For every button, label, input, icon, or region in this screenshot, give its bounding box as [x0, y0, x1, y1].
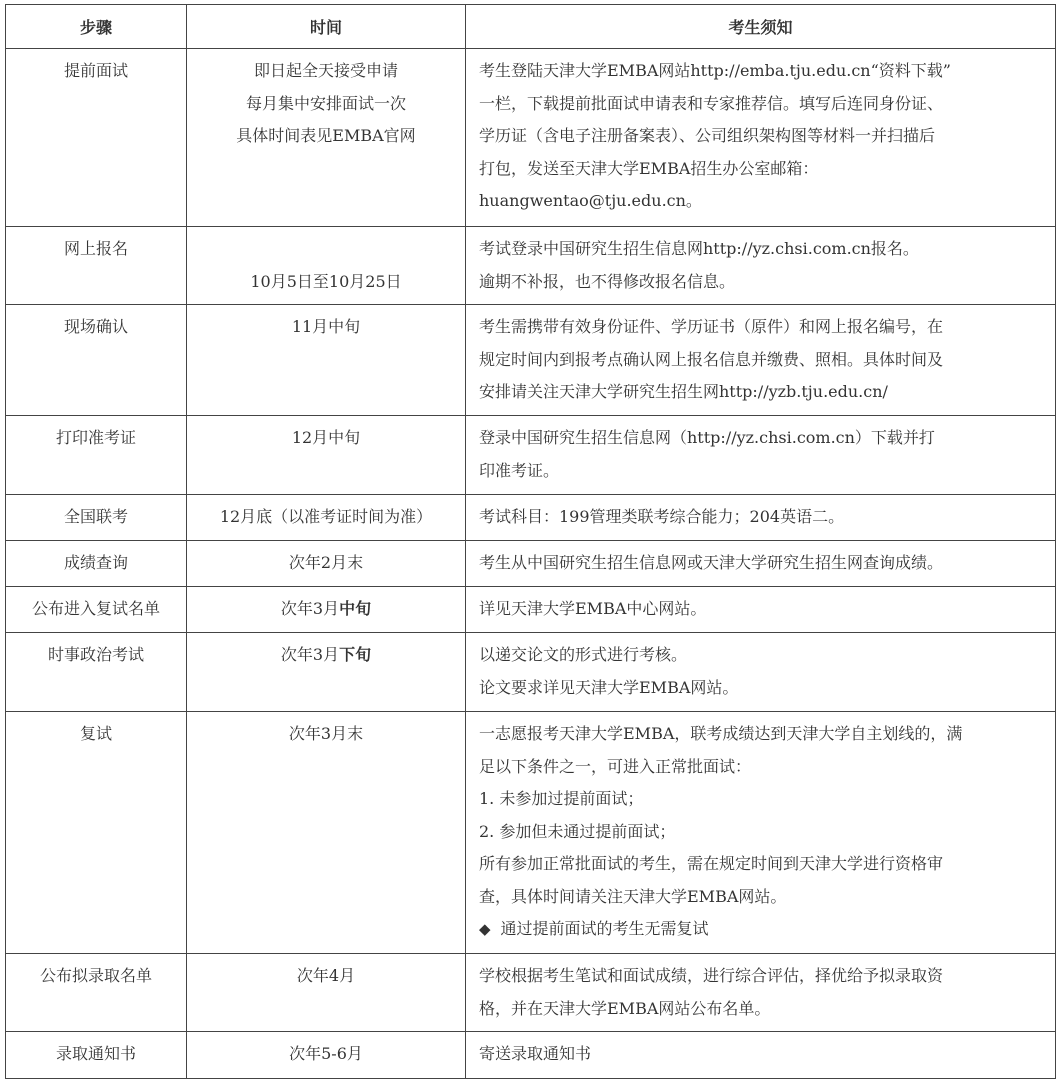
time-cell: 次年2月末 — [187, 541, 466, 587]
step-cell: 网上报名 — [6, 227, 187, 305]
notice-cell: 详见天津大学EMBA中心网站。 — [466, 587, 1056, 633]
step-cell: 现场确认 — [6, 305, 187, 416]
header-time: 时间 — [187, 5, 466, 49]
step-cell: 提前面试 — [6, 49, 187, 227]
notice-cell: 登录中国研究生招生信息网（http://yz.chsi.com.cn）下载并打 印准考证。 — [466, 416, 1056, 495]
header-step: 步骤 — [6, 5, 187, 49]
table-row — [6, 541, 1056, 587]
notice-cell: 以递交论文的形式进行考核。 论文要求详见天津大学EMBA网站。 — [466, 633, 1056, 712]
time-cell: 12月底（以准考证时间为准） — [187, 495, 466, 541]
notice-cell: 一志愿报考天津大学EMBA，联考成绩达到天津大学自主划线的，满 足以下条件之一，可进入正常批面试： 1. 未参加过提前面试； 2. 参加但未通过提前面试； 所有参加正常批面试的考生，需在规定时间到天津大学进行资格审 查，具体时间请关注天津大学EMBA网站。 ◆ 通过提前面试的考生无需复试 — [466, 712, 1056, 954]
time-emphasis: 中旬 — [339, 599, 372, 618]
time-cell — [187, 633, 466, 712]
notice-cell: 寄送录取通知书 — [466, 1032, 1056, 1079]
table-row — [6, 633, 1056, 712]
table-row — [6, 1032, 1056, 1079]
time-cell: 11月中旬 — [187, 305, 466, 416]
step-cell: 全国联考 — [6, 495, 187, 541]
table-row — [6, 954, 1056, 1032]
header-notice: 考生须知 — [466, 5, 1056, 49]
step-cell: 录取通知书 — [6, 1032, 187, 1079]
step-cell: 成绩查询 — [6, 541, 187, 587]
notice-cell: 考生从中国研究生招生信息网或天津大学研究生招生网查询成绩。 — [466, 541, 1056, 587]
notice-cell: 考试科目：199管理类联考综合能力；204英语二。 — [466, 495, 1056, 541]
table-row — [6, 305, 1056, 416]
time-cell: 次年5-6月 — [187, 1032, 466, 1079]
step-cell: 公布进入复试名单 — [6, 587, 187, 633]
table-row — [6, 495, 1056, 541]
time-cell: 次年3月末 — [187, 712, 466, 954]
step-cell: 打印准考证 — [6, 416, 187, 495]
step-cell: 时事政治考试 — [6, 633, 187, 712]
time-prefix: 次年3月 — [280, 599, 340, 618]
time-emphasis: 下旬 — [339, 645, 372, 664]
diamond-bullet-icon: ◆ — [479, 920, 491, 938]
table-row — [6, 587, 1056, 633]
notice-cell: 考生需携带有效身份证件、学历证书（原件）和网上报名编号，在 规定时间内到报考点确认网上报名信息并缴费、照相。具体时间及 安排请关注天津大学研究生招生网http://yzb.tju.edu.cn/ — [466, 305, 1056, 416]
table-row — [6, 712, 1056, 954]
time-cell: 12月中旬 — [187, 416, 466, 495]
admission-schedule-table — [5, 4, 1056, 1079]
table-row — [6, 416, 1056, 495]
time-cell: 10月5日至10月25日 — [187, 227, 466, 305]
bullet-text: 通过提前面试的考生无需复试 — [500, 919, 709, 938]
table-row — [6, 227, 1056, 305]
notice-cell: 学校根据考生笔试和面试成绩，进行综合评估，择优给予拟录取资 格，并在天津大学EMBA网站公布名单。 — [466, 954, 1056, 1032]
notice-cell: 考试登录中国研究生招生信息网http://yz.chsi.com.cn报名。 逾期不补报，也不得修改报名信息。 — [466, 227, 1056, 305]
time-cell: 次年4月 — [187, 954, 466, 1032]
time-prefix: 次年3月 — [280, 645, 340, 664]
step-cell: 复试 — [6, 712, 187, 954]
time-cell: 即日起全天接受申请 每月集中安排面试一次 具体时间表见EMBA官网 — [187, 49, 466, 227]
table-header-row — [6, 5, 1056, 49]
step-cell: 公布拟录取名单 — [6, 954, 187, 1032]
notice-cell: 考生登陆天津大学EMBA网站http://emba.tju.edu.cn“资料下载” 一栏，下载提前批面试申请表和专家推荐信。填写后连同身份证、 学历证（含电子注册备案表）、公司组织架构图等材料一并扫描后 打包，发送至天津大学EMBA招生办公室邮箱： huangwentao@tju.edu.cn。 — [466, 49, 1056, 227]
table-row — [6, 49, 1056, 227]
time-cell — [187, 587, 466, 633]
